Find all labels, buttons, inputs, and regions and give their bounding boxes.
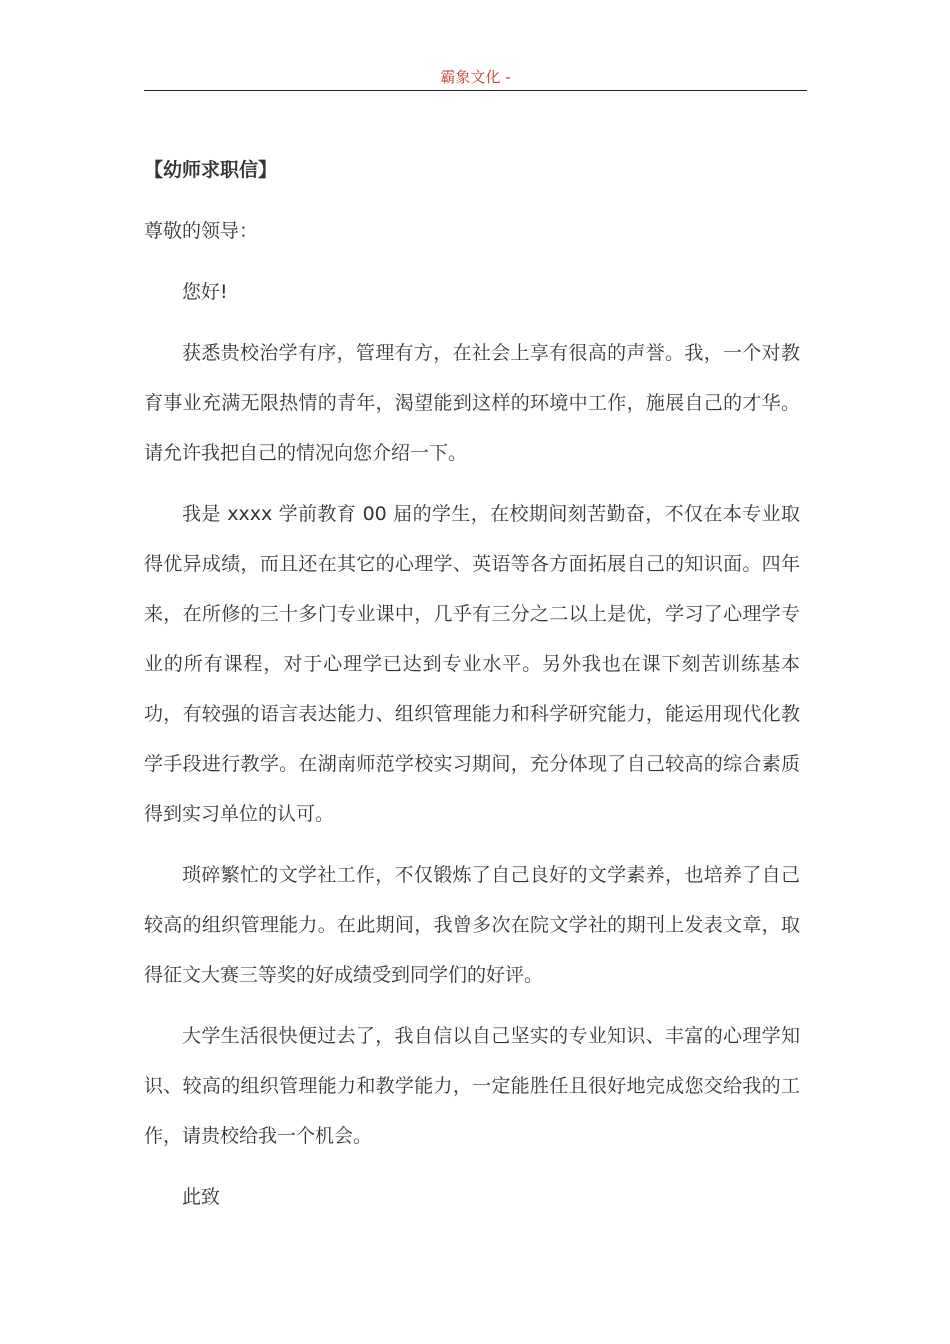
letter-body: [144, 145, 800, 1233]
letter-paragraph: 琐碎繁忙的文学社工作，不仅锻炼了自己良好的文学素养，也培养了自己较高的组织管理能力。在此期间，我曾多次在院文学社的期刊上发表文章，取得征文大赛三等奖的好成绩受到同学们的好评。: [144, 864, 800, 986]
header-divider: [144, 90, 807, 91]
letter-salutation: 尊敬的领导：: [144, 220, 259, 242]
letter-greeting: 您好!: [182, 281, 228, 303]
letter-paragraph: 获悉贵校治学有序，管理有方，在社会上享有很高的声誉。我，一个对教育事业充满无限热情的青年，渴望能到这样的环境中工作，施展自己的才华。请允许我把自己的情况向您介绍一下。: [144, 342, 800, 464]
letter-closing: 此致: [182, 1186, 221, 1208]
page-header: 霸象文化 -: [440, 68, 511, 86]
letter-title: 【幼师求职信】: [144, 159, 278, 181]
letter-paragraph: 我是 xxxx 学前教育 00 届的学生，在校期间刻苦勤奋，不仅在本专业取得优异成绩，而且还在其它的心理学、英语等各方面拓展自己的知识面。四年来，在所修的三十多门专业课中，几乎有三分之二以上是优，学习了心理学专业的所有课程，对于心理学已达到专业水平。另外我也在课下刻苦训练基本功，有较强的语言表达能力、组织管理能力和科学研究能力，能运用现代化教学手段进行教学。在湖南师范学校实习期间，充分体现了自己较高的综合素质得到实习单位的认可。: [144, 503, 800, 825]
letter-paragraph: 大学生活很快便过去了，我自信以自己坚实的专业知识、丰富的心理学知识、较高的组织管理能力和教学能力，一定能胜任且很好地完成您交给我的工作，请贵校给我一个机会。: [144, 1025, 800, 1147]
